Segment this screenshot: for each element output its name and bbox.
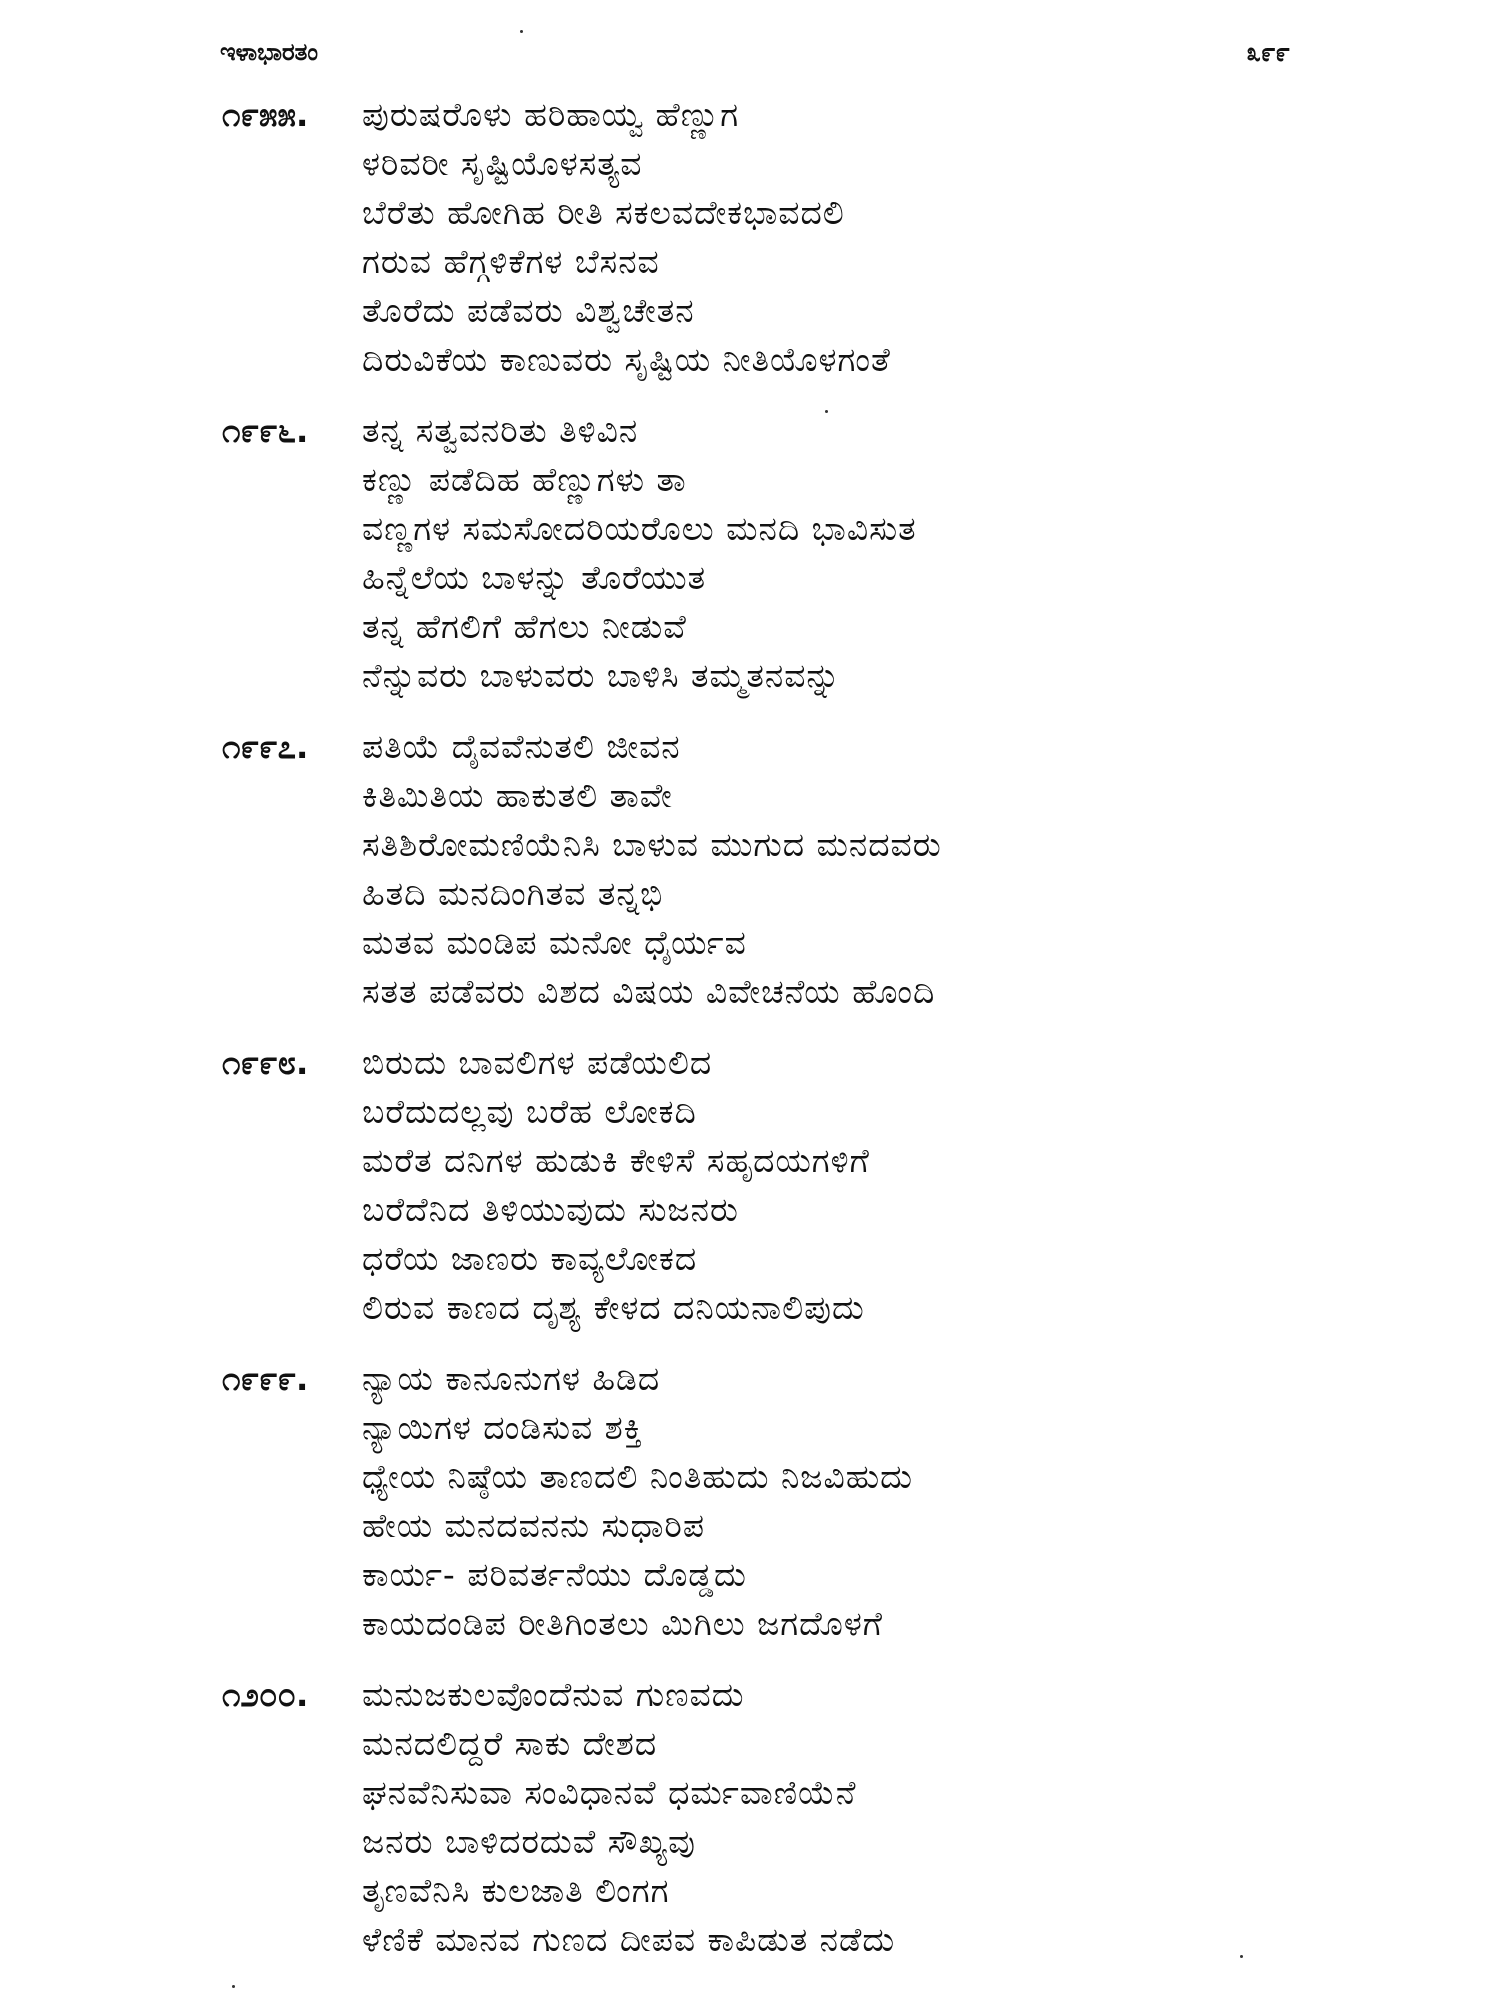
verse-line: ಲಿರುವ ಕಾಣದ ದೃಶ್ಯ ಕೇಳದ ದನಿಯನಾಲಿಪುದು [362,1288,865,1327]
verse [222,722,1422,1016]
verse-line: ಪತಿಯೆ ದೈವವೆನುತಲಿ ಜೀವನ [362,727,681,766]
verse-lines [362,1354,1422,1648]
page-header [220,38,1290,78]
verse [222,1670,1422,1964]
verse-line: ಗರುವ ಹೆಗ್ಗಳಿಕೆಗಳ ಬೆಸನವ [362,242,660,281]
verse [222,1038,1422,1332]
verse-line: ಹಿನ್ನೆಲೆಯ ಬಾಳನ್ನು ತೊರೆಯುತ [362,558,707,597]
scan-speck [825,410,828,413]
verse-line: ತೃಣವೆನಿಸಿ ಕುಲಜಾತಿ ಲಿಂಗಗ [362,1871,670,1910]
verse-number: ೧೯೯೭. [222,727,309,766]
verse-line: ಕಾರ್ಯ- ಪರಿವರ್ತನೆಯು ದೊಡ್ಡದು [362,1555,747,1594]
scan-speck [1240,1955,1243,1958]
verse-line: ಬರೆದೆನಿದ ತಿಳಿಯುವುದು ಸುಜನರು [362,1190,739,1229]
verse-number: ೧೯೫೫. [222,95,309,134]
verse-line: ಮತವ ಮಂಡಿಪ ಮನೋ ಧೈರ್ಯವ [362,923,747,962]
verse-line: ಪುರುಷರೊಳು ಹರಿಹಾಯ್ವ ಹೆಣ್ಣುಗ [362,95,740,134]
verse-number: ೧೯೯೮. [222,1043,309,1082]
verse-line: ಕಿತಿಮಿತಿಯ ಹಾಕುತಲಿ ತಾವೇ [362,776,673,815]
verse-lines [362,90,1422,384]
verse-number: ೧೯೯೬. [222,411,309,450]
verse-number: ೧೨೦೦. [222,1675,309,1714]
verse-lines [362,1670,1422,1964]
verse-line: ಸತಿಶಿರೋಮಣಿಯೆನಿಸಿ ಬಾಳುವ ಮುಗುದ ಮನದವರು [362,825,942,864]
verse [222,1354,1422,1648]
verse-line: ಳೆಣಿಕೆ ಮಾನವ ಗುಣದ ದೀಪವ ಕಾಪಿಡುತ ನಡೆದು [362,1920,896,1959]
verse-line: ಜನರು ಬಾಳಿದರದುವೆ ಸೌಖ್ಯವು [362,1822,696,1861]
verse-line: ತೊರೆದು ಪಡೆವರು ವಿಶ್ವಚೇತನ [362,291,695,330]
verse-line: ಸತತ ಪಡೆವರು ವಿಶದ ವಿಷಯ ವಿವೇಚನೆಯ ಹೊಂದಿ [362,972,936,1011]
verse-number: ೧೯೯೯. [222,1359,309,1398]
verse [222,90,1422,384]
verse-line: ತನ್ನ ಸತ್ವವನರಿತು ತಿಳಿವಿನ [362,411,639,450]
verse [222,406,1422,700]
scan-speck [520,30,523,33]
verse-line: ಕಾಯದಂಡಿಪ ರೀತಿಗಿಂತಲು ಮಿಗಿಲು ಜಗದೊಳಗೆ [362,1604,883,1643]
verse-lines [362,1038,1422,1332]
verse-line: ಮರೆತ ದನಿಗಳ ಹುಡುಕಿ ಕೇಳಿಸೆ ಸಹೃದಯಗಳಿಗೆ [362,1141,870,1180]
verse-line: ಹಿತದಿ ಮನದಿಂಗಿತವ ತನ್ನಭಿ [362,874,664,913]
verse-line: ಧ್ಯೇಯ ನಿಷ್ಠೆಯ ತಾಣದಲಿ ನಿಂತಿಹುದು ನಿಜವಿಹುದು [362,1457,913,1496]
verse-line: ಬಿರುದು ಬಾವಲಿಗಳ ಪಡೆಯಲಿದ [362,1043,713,1082]
verse-line: ಘನವೆನಿಸುವಾ ಸಂವಿಧಾನವೆ ಧರ್ಮವಾಣಿಯೆನೆ [362,1773,857,1812]
verse-line: ನ್ಯಾಯಿಗಳ ದಂಡಿಸುವ ಶಕ್ತಿ [362,1408,644,1447]
verse-line: ಳರಿವರೀ ಸೃಷ್ಟಿಯೊಳಸತ್ಯವ [362,144,643,183]
verse-line: ನೆನ್ನುವರು ಬಾಳುವರು ಬಾಳಿಸಿ ತಮ್ಮತನವನ್ನು [362,656,841,695]
verse-line: ಮನುಜಕುಲವೊಂದೆನುವ ಗುಣವದು [362,1675,745,1714]
verse-line: ಮನದಲಿದ್ದರೆ ಸಾಕು ದೇಶದ [362,1724,658,1763]
verse-line: ನ್ಯಾಯ ಕಾನೂನುಗಳ ಹಿಡಿದ [362,1359,661,1398]
verse-line: ತನ್ನ ಹೆಗಲಿಗೆ ಹೆಗಲು ನೀಡುವೆ [362,607,687,646]
verse-line: ವಣ್ಣಗಳ ಸಮಸೋದರಿಯರೊಲು ಮನದಿ ಭಾವಿಸುತ [362,509,917,548]
scan-speck [232,1985,235,1988]
verse-line: ಹೇಯ ಮನದವನನು ಸುಧಾರಿಪ [362,1506,706,1545]
verse-line: ದಿರುವಿಕೆಯ ಕಾಣುವರು ಸೃಷ್ಟಿಯ ನೀತಿಯೊಳಗಂತೆ [362,340,891,379]
verse-lines [362,406,1422,700]
verse-line: ಧರೆಯ ಜಾಣರು ಕಾವ್ಯಲೋಕದ [362,1239,698,1278]
verse-list [222,90,1422,1986]
verse-line: ಕಣ್ಣು ಪಡೆದಿಹ ಹೆಣ್ಣುಗಳು ತಾ [362,460,687,499]
page-number: ೩೯೯ [1246,38,1290,68]
verse-line: ಬೆರೆತು ಹೋಗಿಹ ರೀತಿ ಸಕಲವದೇಕಭಾವದಲಿ [362,193,845,232]
verse-lines [362,722,1422,1016]
verse-line: ಬರೆದುದಲ್ಲವು ಬರೆಹ ಲೋಕದಿ [362,1092,697,1131]
running-title: ಇಳಾಭಾರತಂ [220,38,319,66]
